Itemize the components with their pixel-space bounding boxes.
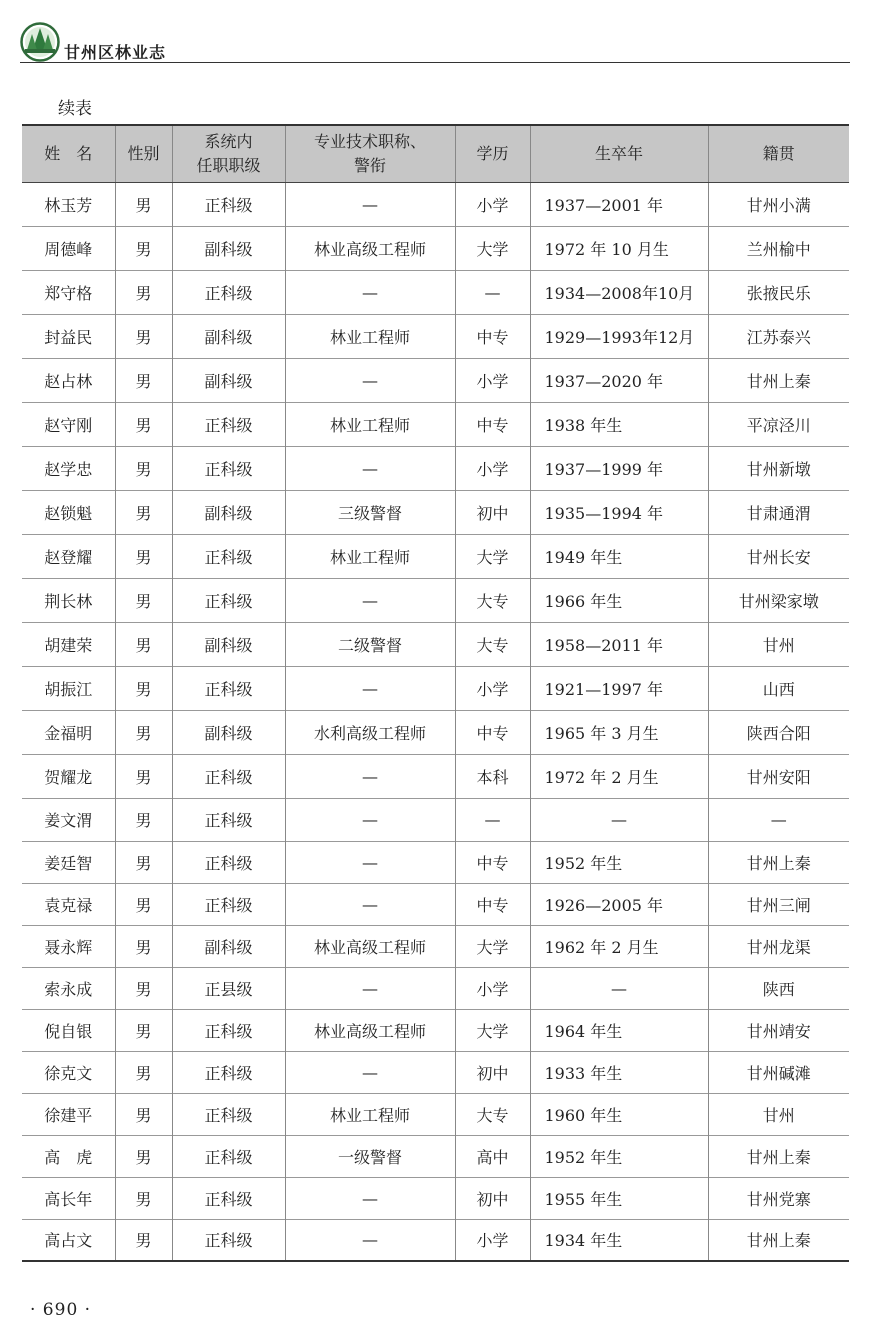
cell-name: 胡振江 [22, 666, 115, 710]
table-body [22, 182, 849, 1261]
cell-native-place: 甘州 [708, 1093, 849, 1135]
cell-education: 中专 [455, 841, 530, 883]
cell-lifespan: 1960 年生 [530, 1093, 708, 1135]
cell-native-place: 平凉泾川 [708, 402, 849, 446]
cell-gender: 男 [115, 925, 172, 967]
cell-title: — [285, 967, 455, 1009]
cell-lifespan: 1965 年 3 月生 [530, 710, 708, 754]
cell-native-place: 山西 [708, 666, 849, 710]
cell-title: 林业工程师 [285, 314, 455, 358]
cell-rank: 正科级 [172, 666, 285, 710]
cell-gender: 男 [115, 1135, 172, 1177]
cell-education: 中专 [455, 314, 530, 358]
cell-name: 赵守刚 [22, 402, 115, 446]
cell-lifespan: 1938 年生 [530, 402, 708, 446]
table-row [22, 710, 849, 754]
table-row [22, 1009, 849, 1051]
cell-name: 索永成 [22, 967, 115, 1009]
cell-name: 高占文 [22, 1219, 115, 1261]
cell-education: 小学 [455, 446, 530, 490]
cell-native-place: 甘州上秦 [708, 358, 849, 402]
cell-rank: 正科级 [172, 1009, 285, 1051]
cell-title: 林业工程师 [285, 402, 455, 446]
cell-title: — [285, 666, 455, 710]
cell-gender: 男 [115, 1009, 172, 1051]
cell-title: 林业高级工程师 [285, 925, 455, 967]
cell-rank: 副科级 [172, 226, 285, 270]
cell-title: — [285, 182, 455, 226]
table-row [22, 358, 849, 402]
cell-rank: 正科级 [172, 841, 285, 883]
table-header-row [22, 125, 849, 182]
cell-lifespan: 1949 年生 [530, 534, 708, 578]
cell-title: 林业工程师 [285, 534, 455, 578]
cell-name: 姜廷智 [22, 841, 115, 883]
cell-name: 赵学忠 [22, 446, 115, 490]
table-row [22, 798, 849, 841]
cell-lifespan: 1935—1994 年 [530, 490, 708, 534]
cell-lifespan: — [530, 798, 708, 841]
header-name: 姓 名 [22, 125, 115, 182]
cell-education: 小学 [455, 666, 530, 710]
table-row [22, 967, 849, 1009]
cell-gender: 男 [115, 534, 172, 578]
cell-education: 本科 [455, 754, 530, 798]
header-rank: 系统内 任职职级 [172, 125, 285, 182]
cell-name: 金福明 [22, 710, 115, 754]
cell-lifespan: 1937—2001 年 [530, 182, 708, 226]
cell-native-place: 甘州靖安 [708, 1009, 849, 1051]
cell-title: — [285, 883, 455, 925]
cell-native-place: 甘州新墩 [708, 446, 849, 490]
cell-title: — [285, 1051, 455, 1093]
cell-native-place: 甘州长安 [708, 534, 849, 578]
table-row [22, 1219, 849, 1261]
cell-title: — [285, 841, 455, 883]
cell-title: — [285, 578, 455, 622]
table-row [22, 666, 849, 710]
cell-gender: 男 [115, 270, 172, 314]
cell-name: 郑守格 [22, 270, 115, 314]
cell-name: 林玉芳 [22, 182, 115, 226]
cell-gender: 男 [115, 226, 172, 270]
cell-rank: 正科级 [172, 402, 285, 446]
cell-education: 中专 [455, 883, 530, 925]
cell-gender: 男 [115, 1093, 172, 1135]
cell-education: 小学 [455, 358, 530, 402]
cell-native-place: 甘州小满 [708, 182, 849, 226]
cell-lifespan: 1934 年生 [530, 1219, 708, 1261]
cell-lifespan: 1955 年生 [530, 1177, 708, 1219]
header-rule [20, 62, 850, 63]
cell-rank: 正科级 [172, 883, 285, 925]
cell-rank: 正科级 [172, 754, 285, 798]
cell-gender: 男 [115, 622, 172, 666]
cell-gender: 男 [115, 402, 172, 446]
cell-native-place: 陕西 [708, 967, 849, 1009]
cell-rank: 正科级 [172, 1135, 285, 1177]
cell-education: 小学 [455, 182, 530, 226]
cell-gender: 男 [115, 710, 172, 754]
cell-title: 三级警督 [285, 490, 455, 534]
table-row [22, 578, 849, 622]
cell-gender: 男 [115, 490, 172, 534]
cell-education: 大专 [455, 578, 530, 622]
cell-gender: 男 [115, 446, 172, 490]
table-row [22, 841, 849, 883]
cell-name: 姜文渭 [22, 798, 115, 841]
cell-lifespan: — [530, 967, 708, 1009]
cell-title: 水利高级工程师 [285, 710, 455, 754]
cell-rank: 正科级 [172, 578, 285, 622]
cell-education: 初中 [455, 1177, 530, 1219]
cell-gender: 男 [115, 578, 172, 622]
cell-rank: 正科级 [172, 534, 285, 578]
cell-lifespan: 1934—2008年10月 [530, 270, 708, 314]
cell-rank: 副科级 [172, 314, 285, 358]
cell-lifespan: 1972 年 10 月生 [530, 226, 708, 270]
cell-name: 荆长林 [22, 578, 115, 622]
cell-education: — [455, 798, 530, 841]
table-row [22, 1051, 849, 1093]
cell-rank: 副科级 [172, 925, 285, 967]
cell-native-place: 甘州上秦 [708, 1219, 849, 1261]
cell-name: 胡建荣 [22, 622, 115, 666]
cell-name: 高长年 [22, 1177, 115, 1219]
cell-lifespan: 1937—2020 年 [530, 358, 708, 402]
cell-gender: 男 [115, 754, 172, 798]
cell-native-place: — [708, 798, 849, 841]
cell-gender: 男 [115, 314, 172, 358]
cell-lifespan: 1966 年生 [530, 578, 708, 622]
cell-name: 徐建平 [22, 1093, 115, 1135]
cell-gender: 男 [115, 798, 172, 841]
cell-native-place: 张掖民乐 [708, 270, 849, 314]
cell-gender: 男 [115, 358, 172, 402]
header-education: 学历 [455, 125, 530, 182]
table-row [22, 314, 849, 358]
cell-education: 小学 [455, 967, 530, 1009]
cell-title: — [285, 270, 455, 314]
cell-rank: 正县级 [172, 967, 285, 1009]
table-row [22, 925, 849, 967]
table-row [22, 1093, 849, 1135]
cell-name: 赵锁魁 [22, 490, 115, 534]
cell-rank: 副科级 [172, 710, 285, 754]
cell-title: — [285, 358, 455, 402]
cell-gender: 男 [115, 841, 172, 883]
table-row [22, 446, 849, 490]
cell-rank: 正科级 [172, 1093, 285, 1135]
cell-gender: 男 [115, 1051, 172, 1093]
staff-table [22, 124, 849, 1262]
cell-rank: 正科级 [172, 446, 285, 490]
cell-native-place: 甘州安阳 [708, 754, 849, 798]
cell-name: 徐克文 [22, 1051, 115, 1093]
cell-name: 贺耀龙 [22, 754, 115, 798]
cell-native-place: 甘州上秦 [708, 841, 849, 883]
table-row [22, 182, 849, 226]
cell-education: 初中 [455, 1051, 530, 1093]
cell-native-place: 甘州三闸 [708, 883, 849, 925]
cell-name: 高 虎 [22, 1135, 115, 1177]
cell-name: 周德峰 [22, 226, 115, 270]
cell-education: 大学 [455, 1009, 530, 1051]
cell-native-place: 甘州上秦 [708, 1135, 849, 1177]
cell-gender: 男 [115, 967, 172, 1009]
cell-lifespan: 1921—1997 年 [530, 666, 708, 710]
cell-rank: 正科级 [172, 182, 285, 226]
cell-title: 一级警督 [285, 1135, 455, 1177]
book-title: 甘州区林业志 [64, 43, 167, 62]
cell-title: — [285, 1219, 455, 1261]
cell-rank: 正科级 [172, 1051, 285, 1093]
cell-native-place: 甘州龙渠 [708, 925, 849, 967]
cell-lifespan: 1958—2011 年 [530, 622, 708, 666]
cell-education: 大学 [455, 226, 530, 270]
cell-rank: 正科级 [172, 270, 285, 314]
cell-title: 二级警督 [285, 622, 455, 666]
header-lifespan: 生卒年 [530, 125, 708, 182]
cell-rank: 正科级 [172, 1177, 285, 1219]
cell-name: 倪自银 [22, 1009, 115, 1051]
table-row [22, 402, 849, 446]
cell-education: 大学 [455, 534, 530, 578]
cell-rank: 副科级 [172, 622, 285, 666]
cell-education: 大专 [455, 622, 530, 666]
cell-rank: 正科级 [172, 798, 285, 841]
cell-native-place: 江苏泰兴 [708, 314, 849, 358]
cell-lifespan: 1933 年生 [530, 1051, 708, 1093]
cell-lifespan: 1964 年生 [530, 1009, 708, 1051]
cell-rank: 正科级 [172, 1219, 285, 1261]
cell-lifespan: 1952 年生 [530, 1135, 708, 1177]
cell-name: 赵登耀 [22, 534, 115, 578]
page-number: · 690 · [30, 1300, 92, 1320]
cell-title: — [285, 1177, 455, 1219]
cell-title: — [285, 798, 455, 841]
cell-title: 林业高级工程师 [285, 1009, 455, 1051]
cell-gender: 男 [115, 666, 172, 710]
cell-education: 小学 [455, 1219, 530, 1261]
table-row [22, 226, 849, 270]
cell-education: 大专 [455, 1093, 530, 1135]
cell-rank: 副科级 [172, 358, 285, 402]
cell-native-place: 甘州碱滩 [708, 1051, 849, 1093]
cell-native-place: 甘州党寨 [708, 1177, 849, 1219]
table-row [22, 1135, 849, 1177]
cell-native-place: 甘州 [708, 622, 849, 666]
cell-education: 中专 [455, 402, 530, 446]
table-continued-caption: 续表 [58, 99, 92, 119]
cell-title: — [285, 446, 455, 490]
header-title: 专业技术职称、 警衔 [285, 125, 455, 182]
header-native-place: 籍贯 [708, 125, 849, 182]
cell-lifespan: 1972 年 2 月生 [530, 754, 708, 798]
table-row [22, 883, 849, 925]
cell-gender: 男 [115, 1219, 172, 1261]
cell-gender: 男 [115, 1177, 172, 1219]
cell-education: 高中 [455, 1135, 530, 1177]
cell-gender: 男 [115, 883, 172, 925]
cell-title: 林业工程师 [285, 1093, 455, 1135]
cell-education: 初中 [455, 490, 530, 534]
table-row [22, 534, 849, 578]
cell-title: — [285, 754, 455, 798]
cell-native-place: 兰州榆中 [708, 226, 849, 270]
header-gender: 性别 [115, 125, 172, 182]
cell-title: 林业高级工程师 [285, 226, 455, 270]
cell-name: 袁克禄 [22, 883, 115, 925]
cell-name: 聂永辉 [22, 925, 115, 967]
cell-lifespan: 1937—1999 年 [530, 446, 708, 490]
table-row [22, 270, 849, 314]
cell-native-place: 陕西合阳 [708, 710, 849, 754]
cell-lifespan: 1926—2005 年 [530, 883, 708, 925]
cell-name: 赵占林 [22, 358, 115, 402]
cell-rank: 副科级 [172, 490, 285, 534]
table-row [22, 490, 849, 534]
cell-native-place: 甘肃通渭 [708, 490, 849, 534]
cell-lifespan: 1929—1993年12月 [530, 314, 708, 358]
cell-lifespan: 1962 年 2 月生 [530, 925, 708, 967]
cell-lifespan: 1952 年生 [530, 841, 708, 883]
cell-education: — [455, 270, 530, 314]
table-row [22, 1177, 849, 1219]
cell-name: 封益民 [22, 314, 115, 358]
cell-native-place: 甘州梁家墩 [708, 578, 849, 622]
page-header [20, 22, 850, 64]
forest-trees-logo-icon [20, 22, 60, 62]
cell-education: 中专 [455, 710, 530, 754]
cell-education: 大学 [455, 925, 530, 967]
table-row [22, 622, 849, 666]
table-row [22, 754, 849, 798]
cell-gender: 男 [115, 182, 172, 226]
